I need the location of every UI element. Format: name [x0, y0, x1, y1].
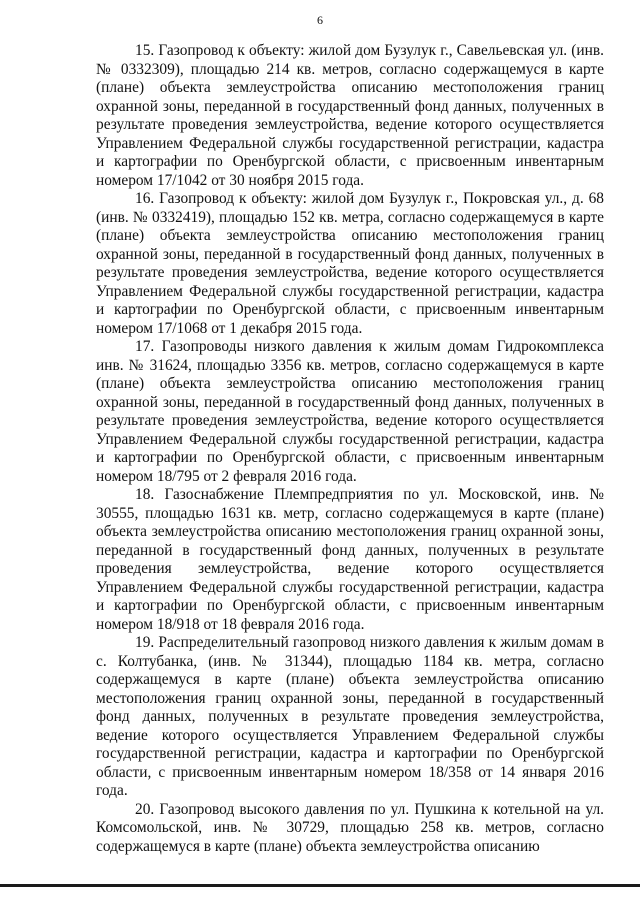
paragraph-15: 15. Газопровод к объекту: жилой дом Бузулук г., Савельевская ул. (инв. № 0332309), площадью 214 кв. метров, согласно содержащемуся в карте (плане) объекта землеустройства описанию местоположения границ охранной зоны, переданной в государственный фонд данных, полученных в результате проведения землеустройства, ведение которого осуществляется Управлением Федеральной службы государственной регистрации, кадастра и картографии по Оренбургской области, с присвоенным инвентарным номером 17/1042 от 30 ноября 2015 года. [96, 42, 604, 189]
page-number: 6 [317, 13, 323, 27]
page-bottom-divider [0, 884, 640, 887]
paragraph-17: 17. Газопроводы низкого давления к жилым домам Гидрокомплекса инв. № 31624, площадью 3356 кв. метров, согласно содержащемуся в карте (плане) объекта землеустройства описанию местоположения границ охранной зоны, переданной в государственный фонд данных, полученных в результате проведения землеустройства, ведение которого осуществляется Управлением Федеральной службы государственной регистрации, кадастра и картографии по Оренбургской области, с присвоенным инвентарным номером 18/795 от 2 февраля 2016 года. [96, 338, 604, 485]
paragraph-16: 16. Газопровод к объекту: жилой дом Бузулук г., Покровская ул., д. 68 (инв. № 0332419), площадью 152 кв. метра, согласно содержащемуся в карте (плане) объекта землеустройства описанию местоположения границ охранной зоны, переданной в государственный фонд данных, полученных в результате проведения землеустройства, ведение которого осуществляется Управлением Федеральной службы государственной регистрации, кадастра и картографии по Оренбургской области, с присвоенным инвентарным номером 17/1068 от 1 декабря 2015 года. [96, 190, 604, 337]
document-body [96, 42, 604, 856]
paragraph-19: 19. Распределительный газопровод низкого давления к жилым домам в с. Колтубанка, (инв. № 31344), площадью 1184 кв. метра, согласно содержащемуся в карте (плане) объекта землеустройства описанию местоположения границ охранной зоны, переданной в государственный фонд данных, полученных в результате проведения землеустройства, ведение которого осуществляется Управлением Федеральной службы государственной регистрации, кадастра и картографии по Оренбургской области, с присвоенным инвентарным номером 18/358 от 14 января 2016 года. [96, 634, 604, 799]
paragraph-18: 18. Газоснабжение Племпредприятия по ул. Московской, инв. № 30555, площадью 1631 кв. метр, согласно содержащемуся в карте (плане) объекта землеустройства описанию местоположения границ охранной зоны, переданной в государственный фонд данных, полученных в результате проведения землеустройства, ведение которого осуществляется Управлением Федеральной службы государственной регистрации, кадастра и картографии по Оренбургской области, с присвоенным инвентарным номером 18/918 от 18 февраля 2016 года. [96, 486, 604, 633]
paragraph-20: 20. Газопровод высокого давления по ул. Пушкина к котельной на ул. Комсомольской, инв. № 30729, площадью 258 кв. метров, согласно содержащемуся в карте (плане) объекта землеустройства описанию [96, 800, 604, 855]
